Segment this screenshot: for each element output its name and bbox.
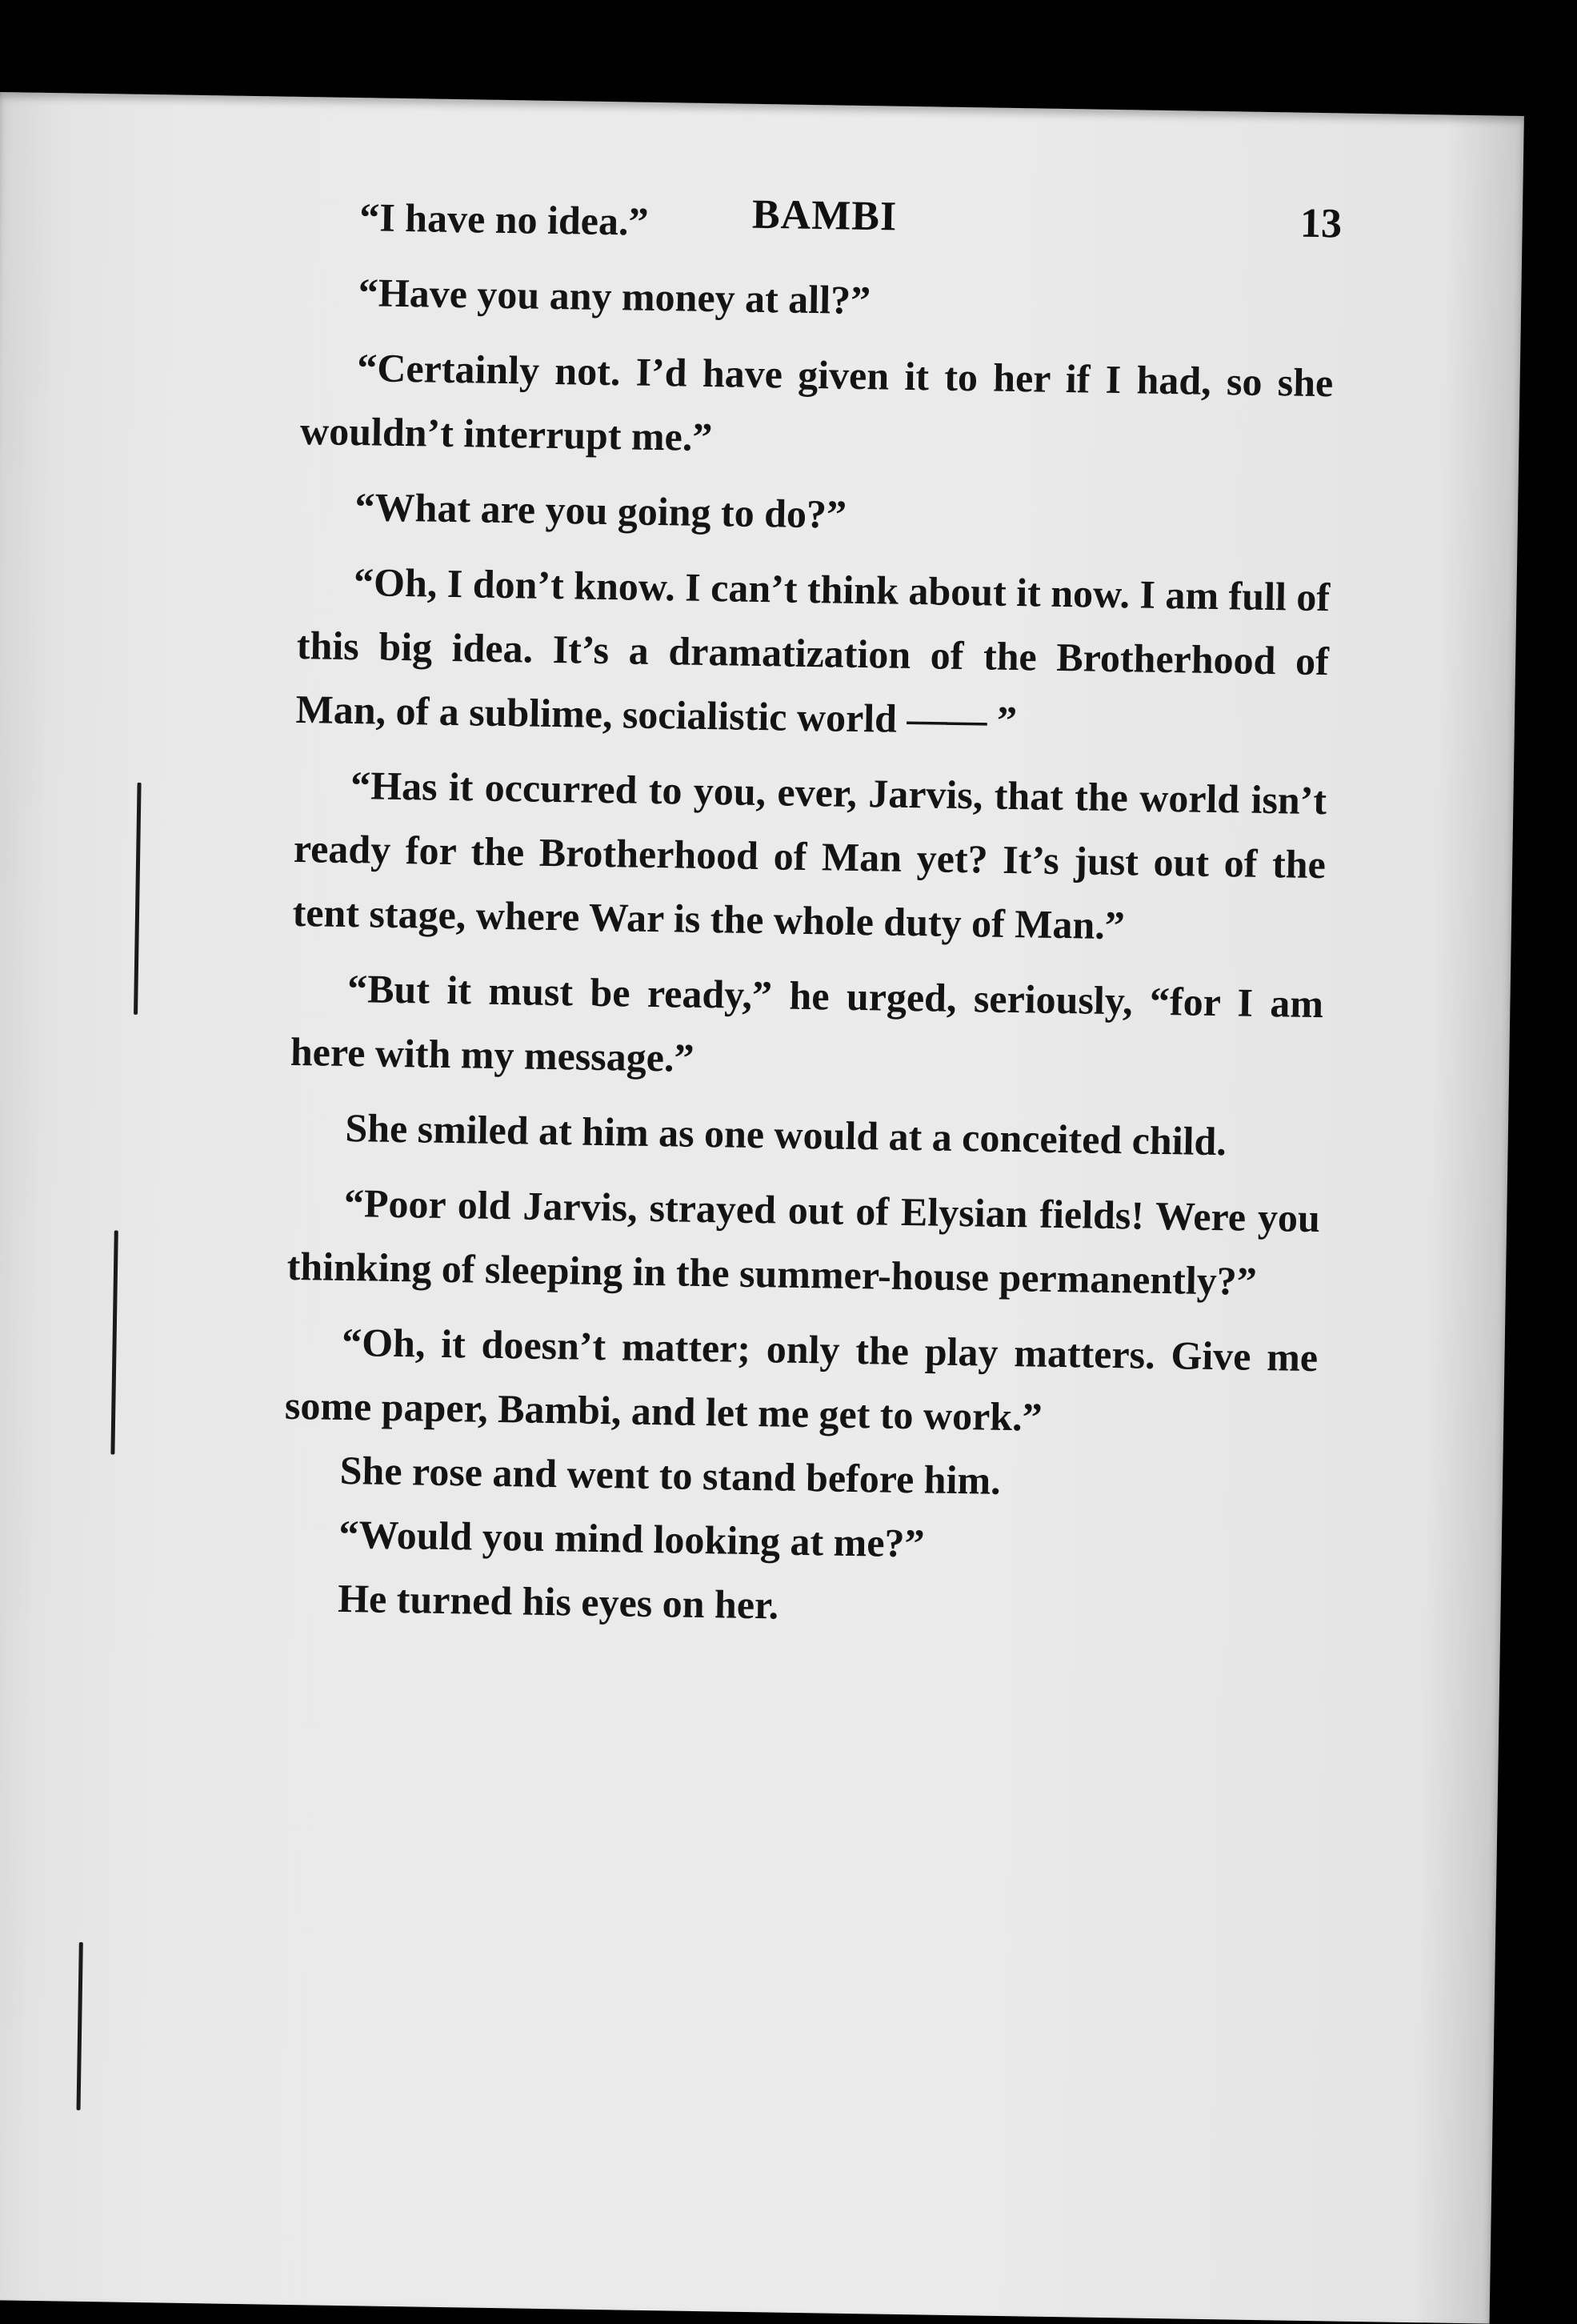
paragraph: “Has it occurred to you, ever, Jarvis, that the world isn’t ready for the Brotherhood of Man yet? It’s just out of the tent stage, where War is the whole duty of Man.” <box>292 763 1327 948</box>
paragraph: She smiled at him as one would at a conceited child. <box>345 1104 1227 1164</box>
paragraph: She rose and went to stand before him. <box>339 1447 1002 1503</box>
page-number: 13 <box>1299 200 1343 247</box>
gutter-shadow-mark <box>77 1942 83 2110</box>
body-text <box>282 184 1336 1645</box>
paragraph: “Oh, I don’t know. I can’t think about it now. I am full of this big idea. It’s a dramatization of the Brotherhood of Man, of a sublime, socialistic world —— ” <box>295 559 1331 743</box>
paragraph: “Certainly not. I’d have given it to her if I had, so she wouldn’t interrupt me.” <box>299 345 1334 460</box>
gutter-shadow-mark <box>110 1230 118 1454</box>
paragraph: “Would you mind looking at me?” <box>338 1511 925 1566</box>
running-head: BAMBI <box>751 191 898 240</box>
paragraph: “I have no idea.” <box>358 194 649 244</box>
paragraph: “Poor old Jarvis, strayed out of Elysian fields! Were you thinking of sleeping in the summer-house permanently?” <box>286 1180 1321 1304</box>
paragraph: “What are you going to do?” <box>354 484 847 537</box>
paragraph: “Oh, it doesn’t matter; only the play matters. Give me some paper, Bambi, and let me get to work.” <box>284 1319 1319 1440</box>
gutter-shadow-mark <box>134 783 142 1015</box>
paragraph: “But it must be ready,” he urged, seriously, “for I am here with my message.” <box>290 965 1324 1080</box>
paragraph: He turned his eyes on her. <box>337 1575 779 1628</box>
paragraph: “Have you any money at all?” <box>358 270 871 323</box>
